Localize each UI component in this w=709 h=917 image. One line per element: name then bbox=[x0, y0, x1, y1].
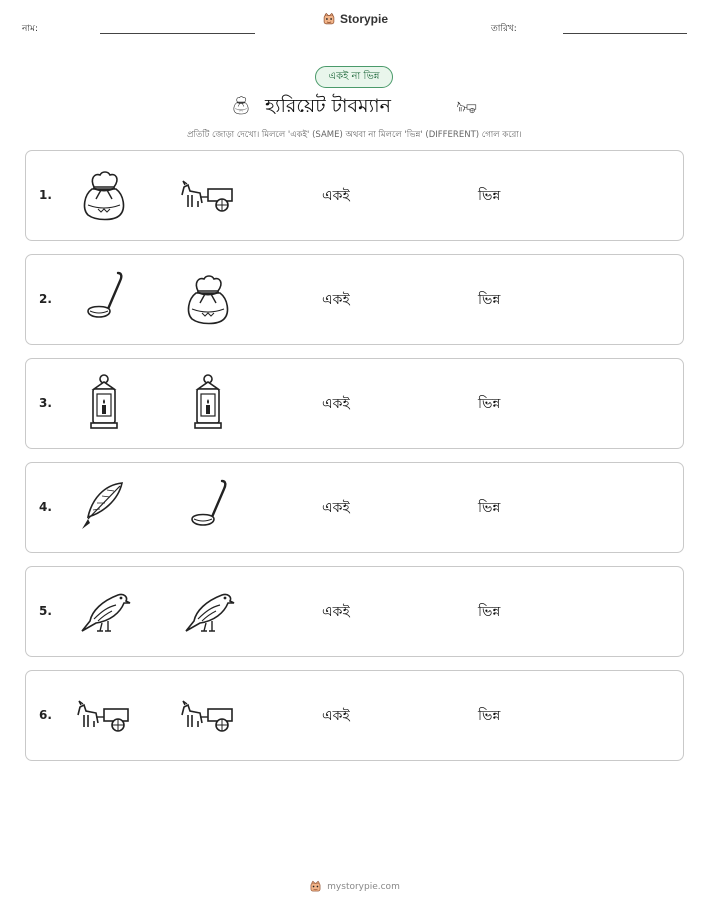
option-same[interactable]: একই bbox=[322, 396, 350, 412]
bird-icon bbox=[74, 581, 134, 641]
page-title: হ্যরিয়েট টাবম্যান bbox=[265, 95, 391, 117]
exercise-row bbox=[25, 462, 684, 553]
horse-cart-icon bbox=[450, 96, 484, 118]
option-different[interactable]: ভিন্ন bbox=[478, 604, 501, 620]
footer-url: mystorypie.com bbox=[327, 881, 400, 892]
ladle-icon bbox=[178, 477, 238, 537]
option-same[interactable]: একই bbox=[322, 708, 350, 724]
option-different[interactable]: ভিন্ন bbox=[478, 292, 501, 308]
worksheet-header bbox=[0, 0, 709, 50]
sack-icon bbox=[230, 92, 252, 118]
exercise-row bbox=[25, 670, 684, 761]
name-field-line[interactable] bbox=[100, 33, 255, 34]
title-row bbox=[0, 90, 709, 124]
option-different[interactable]: ভিন্ন bbox=[478, 396, 501, 412]
option-same[interactable]: একই bbox=[322, 188, 350, 204]
footer bbox=[0, 880, 709, 893]
row-number: 4. bbox=[39, 500, 52, 514]
date-field-line[interactable] bbox=[563, 33, 687, 34]
ladle-icon bbox=[74, 269, 134, 329]
exercise-row bbox=[25, 358, 684, 449]
option-same[interactable]: একই bbox=[322, 500, 350, 516]
date-label: তারিখ: bbox=[491, 24, 517, 34]
instruction-text: প্রতিটি জোড়া দেখো। মিললে 'একই' (SAME) অথবা না মিললে 'ভিন্ন' (DIFFERENT) গোল করো। bbox=[187, 130, 522, 140]
sack-icon bbox=[74, 165, 134, 225]
row-number: 2. bbox=[39, 292, 52, 306]
brand-name: Storypie bbox=[340, 12, 389, 26]
horse-cart-icon bbox=[178, 165, 238, 225]
brand-logo bbox=[322, 12, 388, 26]
option-different[interactable]: ভিন্ন bbox=[478, 188, 501, 204]
option-different[interactable]: ভিন্ন bbox=[478, 500, 501, 516]
exercise-row bbox=[25, 566, 684, 657]
option-different[interactable]: ভিন্ন bbox=[478, 708, 501, 724]
name-label: নাম: bbox=[22, 24, 39, 34]
row-number: 1. bbox=[39, 188, 52, 202]
row-number: 6. bbox=[39, 708, 52, 722]
exercise-row bbox=[25, 150, 684, 241]
storypie-logo-icon bbox=[322, 12, 336, 26]
lantern-icon bbox=[178, 373, 238, 433]
quill-icon bbox=[74, 477, 134, 537]
exercise-row bbox=[25, 254, 684, 345]
storypie-logo-icon bbox=[309, 880, 322, 893]
sack-icon bbox=[178, 269, 238, 329]
option-same[interactable]: একই bbox=[322, 604, 350, 620]
worksheet-type-badge: একই না ভিন্ন bbox=[315, 66, 393, 88]
option-same[interactable]: একই bbox=[322, 292, 350, 308]
horse-cart-icon bbox=[178, 685, 238, 745]
horse-cart-icon bbox=[74, 685, 134, 745]
row-number: 3. bbox=[39, 396, 52, 410]
lantern-icon bbox=[74, 373, 134, 433]
row-number: 5. bbox=[39, 604, 52, 618]
bird-icon bbox=[178, 581, 238, 641]
